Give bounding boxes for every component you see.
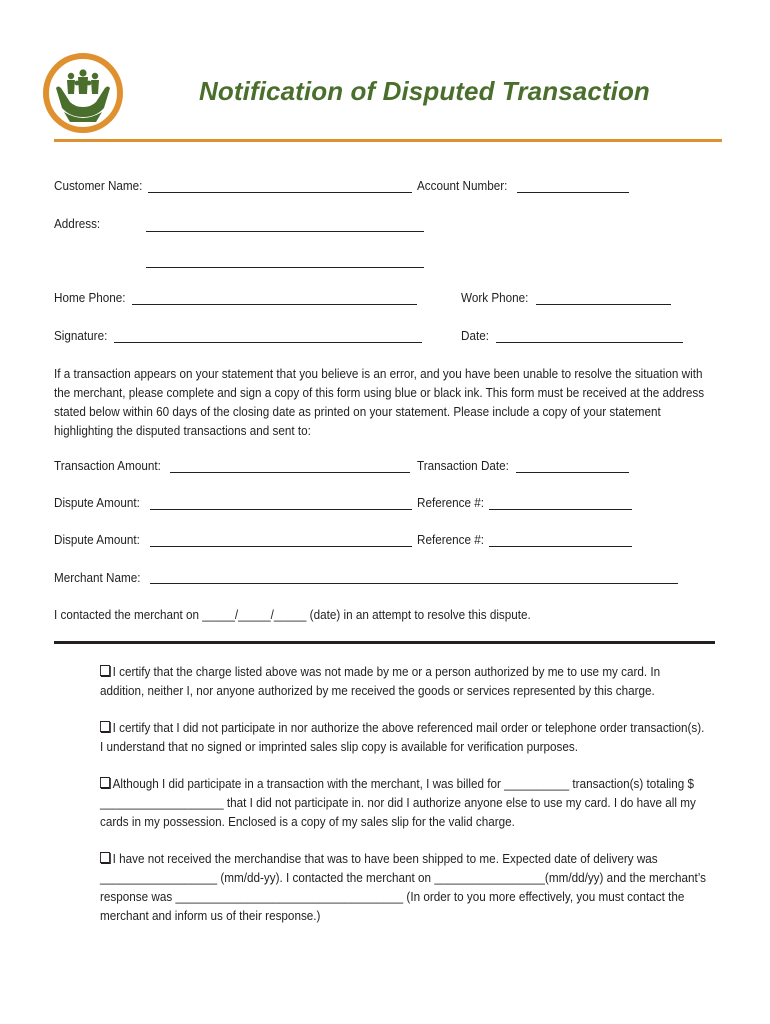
certification-item — [100, 662, 708, 700]
contacted-prefix: I contacted the merchant on — [54, 607, 200, 622]
date-label: Date: — [461, 328, 489, 343]
reference-label: Reference #: — [417, 495, 484, 510]
checkbox[interactable] — [100, 665, 110, 676]
instructions-paragraph: If a transaction appears on your statement that you believe is an error, and you have been unable to resolve the situation with the merchant, please complete and sign a copy of this form using blue or black ink. This form must be received at the address stated below within 60 days of the closing date as printed on your statement. Please include a copy of your statement highlighting the disputed transactions and sent to: — [54, 366, 705, 438]
certification-text: I have not received the merchandise that was to have been shipped to me. Expected date of delivery was __________________ (mm/dd-yy). I contacted the merchant on _________________(mm/dd/yy) and the merchant’s response was ___________________________________ (In order to you more effectively, you must contact the merchant and inform us of their response.) — [100, 851, 706, 923]
merchant-name-field[interactable] — [150, 583, 678, 584]
title-divider — [54, 139, 722, 142]
home-phone-label: Home Phone: — [54, 290, 126, 305]
contacted-date-field[interactable]: _____/_____/_____ — [202, 607, 307, 622]
transaction-amount-field[interactable] — [170, 472, 410, 473]
dispute-amount-field[interactable] — [150, 546, 412, 547]
certification-text: I certify that the charge listed above was not made by me or a person authorized by me to use my card. In addition, neither I, nor anyone authorized by me received the goods or services represented by this charge. — [100, 664, 661, 698]
account-number-field[interactable] — [517, 192, 629, 193]
signature-label: Signature: — [54, 328, 108, 343]
reference-label: Reference #: — [417, 532, 484, 547]
section-divider — [54, 641, 715, 644]
date-field[interactable] — [496, 342, 683, 343]
customer-name-label: Customer Name: — [54, 178, 143, 193]
reference-field[interactable] — [489, 546, 632, 547]
signature-field[interactable] — [114, 342, 422, 343]
contacted-suffix: (date) in an attempt to resolve this dispute. — [309, 607, 531, 622]
page-title: Notification of Disputed Transaction — [199, 76, 650, 106]
certification-item — [100, 849, 708, 925]
certification-item — [100, 718, 708, 756]
customer-name-field[interactable] — [148, 192, 412, 193]
account-number-label: Account Number: — [417, 178, 508, 193]
dispute-amount-field[interactable] — [150, 509, 412, 510]
reference-field[interactable] — [489, 509, 632, 510]
merchant-name-label: Merchant Name: — [54, 570, 141, 585]
logo — [42, 52, 124, 134]
work-phone-label: Work Phone: — [461, 290, 529, 305]
checkbox[interactable] — [100, 777, 110, 788]
home-phone-field[interactable] — [132, 304, 417, 305]
dispute-amount-label: Dispute Amount: — [54, 532, 140, 547]
address-label: Address: — [54, 216, 101, 231]
transaction-amount-label: Transaction Amount: — [54, 458, 161, 473]
certification-item — [100, 774, 708, 831]
checkbox[interactable] — [100, 852, 110, 863]
dispute-amount-label: Dispute Amount: — [54, 495, 140, 510]
contacted-merchant-statement — [54, 607, 531, 623]
certification-text: I certify that I did not participate in nor authorize the above referenced mail order or telephone order transaction(s). I understand that no signed or imprinted sales slip copy is available for verification purposes. — [100, 720, 705, 754]
transaction-date-field[interactable] — [516, 472, 629, 473]
address-line-2-field[interactable] — [146, 267, 424, 268]
checkbox[interactable] — [100, 721, 110, 732]
transaction-date-label: Transaction Date: — [417, 458, 509, 473]
work-phone-field[interactable] — [536, 304, 671, 305]
address-line-1-field[interactable] — [146, 231, 424, 232]
certification-text: Although I did participate in a transaction with the merchant, I was billed for __________ transaction(s) totaling $ ___________________ that I did not participate in. nor did I authorize anyone else to use my card. I do have all my cards in my possession. Enclosed is a copy of my sales slip for the valid charge. — [100, 776, 696, 829]
